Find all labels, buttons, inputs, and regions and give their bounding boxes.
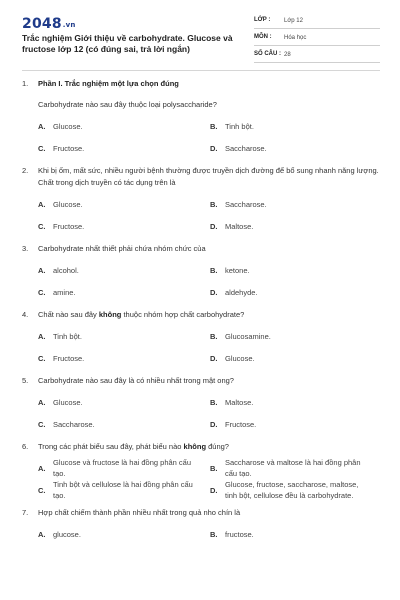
option-letter: A.	[38, 265, 46, 275]
option-text: Fructose.	[53, 353, 85, 363]
answer-option[interactable]	[38, 281, 210, 303]
meta-row-count	[254, 48, 380, 63]
question-text: Khi bị ốm, mất sức, nhiều người bệnh thường được truyền dịch đường để bổ sung nhanh năng lượng. Chất trong dịch truyền có tác dụng trên là	[38, 166, 379, 187]
answer-option[interactable]	[210, 115, 382, 137]
answer-option[interactable]	[210, 325, 382, 347]
question-number: 5.	[22, 376, 29, 385]
answer-option[interactable]	[38, 215, 210, 237]
option-letter: C.	[38, 353, 46, 363]
option-letter: B.	[210, 199, 218, 209]
answer-option[interactable]	[38, 391, 210, 413]
meta-row-subject	[254, 31, 380, 46]
option-text: Saccharose.	[225, 199, 267, 209]
option-letter: B.	[210, 121, 218, 131]
option-text: Fructose.	[53, 221, 85, 231]
answer-option[interactable]	[210, 457, 382, 479]
option-text: Maltose.	[225, 397, 254, 407]
answer-option[interactable]	[38, 193, 210, 215]
question-text: Carbohydrate nào sau đây là có nhiều nhất trong mật ong?	[38, 376, 234, 385]
option-text: Glucose.	[53, 199, 83, 209]
option-text: Glucose.	[225, 353, 255, 363]
question-list	[22, 78, 382, 551]
answer-option[interactable]	[38, 523, 210, 545]
question-number: 4.	[22, 310, 29, 319]
answer-option[interactable]	[38, 137, 210, 159]
document-header	[0, 0, 400, 66]
meta-label: LỚP :	[254, 17, 271, 23]
answer-option[interactable]	[38, 413, 210, 435]
question-number: 7.	[22, 508, 29, 517]
answer-option[interactable]	[210, 523, 382, 545]
meta-row-class	[254, 14, 380, 29]
meta-label: SỐ CÂU :	[254, 51, 281, 57]
option-letter: C.	[38, 143, 46, 153]
option-letter: A.	[38, 463, 46, 473]
answer-options	[38, 391, 382, 435]
option-text: amine.	[53, 287, 76, 297]
question-text: Carbohydrate nhất thiết phải chứa nhóm chức của	[38, 244, 206, 253]
question-number: 2.	[22, 166, 29, 175]
emphasis-text: không	[183, 442, 207, 451]
meta-value: 28	[284, 52, 291, 58]
option-letter: A.	[38, 121, 46, 131]
option-text: Glucose.	[53, 121, 83, 131]
answer-options	[38, 325, 382, 369]
option-letter: B.	[210, 331, 218, 341]
question-item	[22, 441, 382, 501]
answer-option[interactable]	[210, 347, 382, 369]
answer-options	[38, 259, 382, 303]
option-text: Fructose.	[53, 143, 85, 153]
answer-option[interactable]	[38, 325, 210, 347]
question-item	[22, 243, 382, 303]
option-text: ketone.	[225, 265, 250, 275]
option-text: alcohol.	[53, 265, 79, 275]
question-text: Hợp chất chiếm thành phần nhiều nhất trong quả nho chín là	[38, 508, 241, 517]
option-text: Fructose.	[225, 419, 257, 429]
option-letter: B.	[210, 265, 218, 275]
answer-option[interactable]	[38, 259, 210, 281]
answer-option[interactable]	[38, 115, 210, 137]
option-text: Glucose, fructose, saccharose, maltose, tinh bột, cellulose đều là carbohydrate.	[225, 480, 359, 500]
emphasis-text: không	[98, 310, 122, 319]
meta-value: Hóa học	[284, 35, 307, 41]
option-letter: C.	[38, 419, 46, 429]
question-item	[22, 375, 382, 435]
answer-options	[38, 193, 382, 237]
option-letter: A.	[38, 199, 46, 209]
answer-option[interactable]	[38, 347, 210, 369]
question-text: Trong các phát biểu sau đây, phát biểu nào không đúng?	[38, 442, 229, 451]
option-letter: A.	[38, 397, 46, 407]
answer-option[interactable]	[38, 457, 210, 479]
question-item	[22, 165, 382, 237]
header-divider	[22, 70, 380, 71]
answer-options	[38, 115, 382, 159]
option-letter: D.	[210, 419, 218, 429]
option-letter: C.	[38, 221, 46, 231]
option-letter: D.	[210, 143, 218, 153]
option-text: Glucose.	[53, 397, 83, 407]
meta-value: Lớp 12	[284, 18, 303, 24]
logo-suffix: .vn	[62, 21, 76, 29]
answer-option[interactable]	[210, 259, 382, 281]
option-text: Tinh bột.	[225, 121, 254, 131]
option-text: Saccharose.	[225, 143, 267, 153]
section-title: Phần I. Trắc nghiệm một lựa chọn đúng	[38, 79, 179, 88]
option-text: Glucose và fructose là hai đồng phân cấu tạo.	[53, 458, 192, 478]
option-letter: B.	[210, 529, 218, 539]
question-item	[22, 99, 382, 159]
option-text: aldehyde.	[225, 287, 258, 297]
option-letter: C.	[38, 287, 46, 297]
option-letter: D.	[210, 221, 218, 231]
option-letter: D.	[210, 353, 218, 363]
option-text: Glucosamine.	[225, 331, 271, 341]
option-letter: B.	[210, 397, 218, 407]
question-item	[22, 507, 382, 545]
meta-label: MÔN :	[254, 34, 272, 40]
option-letter: A.	[38, 331, 46, 341]
option-text: Saccharose và maltose là hai đồng phân cấu tạo.	[225, 458, 361, 478]
answer-option[interactable]	[38, 479, 210, 501]
answer-option[interactable]	[210, 193, 382, 215]
answer-option[interactable]	[210, 137, 382, 159]
option-text: glucose.	[53, 529, 81, 539]
site-logo[interactable]	[22, 16, 76, 32]
answer-options	[38, 457, 382, 501]
question-number: 3.	[22, 244, 29, 253]
document-title: Trắc nghiệm Giới thiệu về carbohydrate. Glucose và fructose lớp 12 (có đúng sai, trả lời ngắn)	[22, 33, 233, 54]
question-text: Chất nào sau đây không thuộc nhóm hợp chất carbohydrate?	[38, 310, 245, 319]
option-letter: D.	[210, 485, 218, 495]
answer-options	[38, 523, 382, 545]
answer-option[interactable]	[210, 281, 382, 303]
meta-panel	[254, 14, 380, 65]
option-text: Maltose.	[225, 221, 254, 231]
section-number: 1.	[22, 79, 29, 88]
answer-option[interactable]	[210, 479, 382, 501]
option-text: Saccharose.	[53, 419, 95, 429]
option-letter: B.	[210, 463, 218, 473]
section-heading	[22, 78, 382, 90]
question-number: 6.	[22, 442, 29, 451]
option-text: Tinh bột và cellulose là hai đồng phân cấu tạo.	[53, 480, 193, 500]
answer-option[interactable]	[210, 215, 382, 237]
question-item	[22, 309, 382, 369]
option-letter: D.	[210, 287, 218, 297]
option-letter: A.	[38, 529, 46, 539]
logo-text: 2048	[22, 16, 62, 32]
option-letter: C.	[38, 485, 46, 495]
question-text: Carbohydrate nào sau đây thuộc loại polysaccharide?	[38, 100, 217, 109]
answer-option[interactable]	[210, 391, 382, 413]
question-number	[22, 99, 38, 111]
answer-option[interactable]	[210, 413, 382, 435]
option-text: Tinh bột.	[53, 331, 82, 341]
option-text: fructose.	[225, 529, 254, 539]
